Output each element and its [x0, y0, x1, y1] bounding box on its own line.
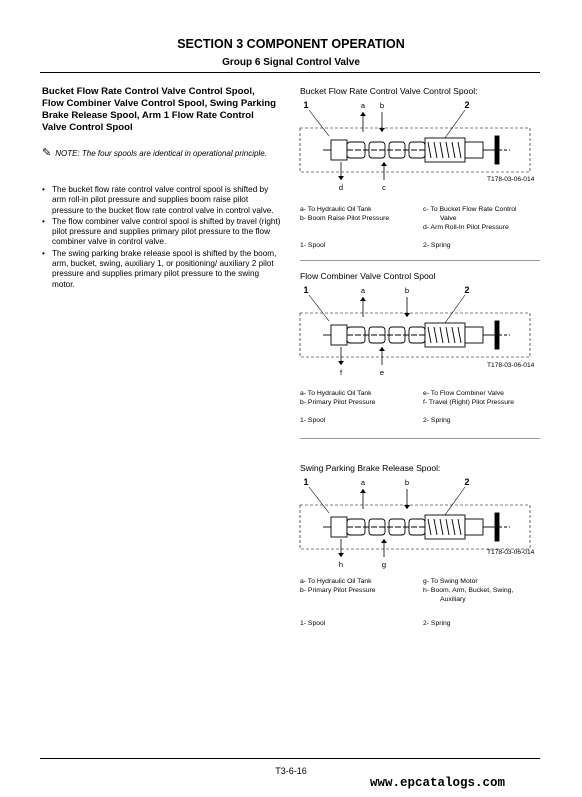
arrow-down-b-head: [404, 505, 410, 509]
label-port-a: a: [360, 478, 366, 487]
legend-item: a- To Hydraulic Oil Tank: [300, 206, 372, 213]
end-cap: [495, 513, 499, 541]
note-text: NOTE: The four spools are identical in operational principle.: [55, 149, 267, 158]
leader-1: [309, 487, 329, 513]
legend-item: Valve: [440, 215, 457, 222]
spool-diagram: [295, 475, 535, 580]
label-port-b: b: [379, 101, 385, 110]
page-number: T3-6-16: [275, 766, 307, 776]
label-spring: 2: [464, 477, 470, 487]
note: [42, 148, 277, 159]
list-item: • The bucket flow rate control valve control spool is shifted by arm roll-in pilot pressure and supplies boom raise pilot pressure to the bucket flow rate control valve in control valve.: [42, 185, 282, 216]
watermark: www.epcatalogs.com: [370, 776, 506, 790]
spring-seat: [465, 519, 483, 535]
legend-item: Auxiliary: [440, 596, 466, 603]
diagram-title: Swing Parking Brake Release Spool:: [300, 463, 441, 473]
label-spring: 2: [464, 100, 470, 110]
end-plug: [331, 325, 347, 345]
legend-item: g- To Swing Motor: [423, 578, 478, 585]
legend-item: e- To Flow Combiner Valve: [423, 390, 504, 397]
divider: [300, 438, 540, 439]
list-item: • The swing parking brake release spool is shifted by the boom, arm, bucket, swing, auxiliary 1, or positioning/ auxiliary 2 pilot pressure and supplies primary pilot pressure to the swing motor.: [42, 249, 282, 290]
arrow-in-right-head: [381, 162, 387, 166]
label-port-left: d: [338, 183, 344, 192]
leader-1: [309, 110, 329, 136]
legend-item: d- Arm Roll-In Pilot Pressure: [423, 224, 509, 231]
legend: [300, 389, 540, 434]
label-port-right: e: [379, 368, 385, 377]
spring-seat: [465, 142, 483, 158]
label-port-right: c: [382, 183, 386, 192]
arrow-up-a-head: [360, 297, 366, 301]
arrow-up-a-head: [360, 489, 366, 493]
legend-item: b- Primary Pilot Pressure: [300, 399, 376, 406]
legend-item: a- To Hydraulic Oil Tank: [300, 390, 372, 397]
spring-seat: [465, 327, 483, 343]
legend-item: a- To Hydraulic Oil Tank: [300, 578, 372, 585]
label-spring: 2: [464, 285, 470, 295]
diagram-title: Flow Combiner Valve Control Spool: [300, 271, 436, 281]
legend-item: 1- Spool: [300, 620, 326, 627]
pencil-icon: ✎: [42, 147, 52, 159]
label-spool: 1: [303, 285, 309, 295]
label-port-b: b: [404, 286, 410, 295]
figure-code: T178-03-06-014: [487, 176, 535, 183]
arrow-in-right-head: [379, 347, 385, 351]
topic-heading: Bucket Flow Rate Control Valve Control Spool, Flow Combiner Valve Control Spool, Swing Parking Brake Release Spool, Arm 1 Flow Rate Control Valve Control Spool: [42, 86, 277, 133]
spring-housing: [425, 323, 465, 347]
diagram-title: Bucket Flow Rate Control Valve Control Spool:: [300, 86, 478, 96]
label-port-left: h: [338, 560, 344, 569]
footer-rule: [40, 758, 540, 759]
divider: [300, 260, 540, 261]
label-spool: 1: [303, 100, 309, 110]
spool-body: [300, 505, 530, 549]
leader-2: [445, 110, 465, 138]
legend-item: 1- Spool: [300, 417, 326, 424]
spring-housing: [425, 138, 465, 162]
group-title: Group 6 Signal Control Valve: [222, 57, 360, 68]
label-port-left: f: [339, 368, 343, 377]
arrow-out-left-head: [338, 361, 344, 365]
arrow-out-left-head: [338, 176, 344, 180]
figure-code: T178-03-06-014: [487, 549, 535, 556]
arrow-down-b-head: [404, 313, 410, 317]
header-rule: [40, 72, 540, 73]
leader-2: [445, 487, 465, 515]
label-port-right: g: [381, 560, 387, 569]
end-cap: [495, 321, 499, 349]
end-plug: [331, 140, 347, 160]
legend-item: b- Primary Pilot Pressure: [300, 587, 376, 594]
end-plug: [331, 517, 347, 537]
arrow-in-right-head: [381, 539, 387, 543]
label-port-a: a: [360, 286, 366, 295]
spool-body: [300, 128, 530, 172]
leader-2: [445, 295, 465, 323]
label-spool: 1: [303, 477, 309, 487]
leader-1: [309, 295, 329, 321]
spool-diagram: [295, 98, 535, 203]
spool-diagram: [295, 283, 535, 388]
figure-code: T178-03-06-014: [487, 362, 535, 369]
legend-item: b- Boom Raise Pilot Pressure: [300, 215, 390, 222]
legend: [300, 205, 540, 255]
label-port-a: a: [360, 101, 366, 110]
spring-housing: [425, 515, 465, 539]
arrow-up-a-head: [360, 112, 366, 116]
legend-item: 1- Spool: [300, 242, 326, 249]
legend-item: c- To Bucket Flow Rate Control: [423, 206, 517, 213]
section-title: SECTION 3 COMPONENT OPERATION: [177, 37, 405, 51]
legend-item: h- Boom, Arm, Bucket, Swing,: [423, 587, 514, 594]
list-item: • The flow combiner valve control spool is shifted by travel (right) pilot pressure and supplies primary pilot pressure to the flow combiner valve in control valve.: [42, 217, 282, 248]
legend-item: 2- Spring: [423, 620, 451, 627]
spool-body: [300, 313, 530, 357]
label-port-b: b: [404, 478, 410, 487]
arrow-down-b-head: [379, 128, 385, 132]
end-cap: [495, 136, 499, 164]
legend-item: 2- Spring: [423, 417, 451, 424]
legend-item: f- Travel (Right) Pilot Pressure: [423, 399, 515, 406]
legend: [300, 577, 540, 632]
bullet-list: [42, 185, 282, 291]
arrow-out-left-head: [338, 553, 344, 557]
legend-item: 2- Spring: [423, 242, 451, 249]
